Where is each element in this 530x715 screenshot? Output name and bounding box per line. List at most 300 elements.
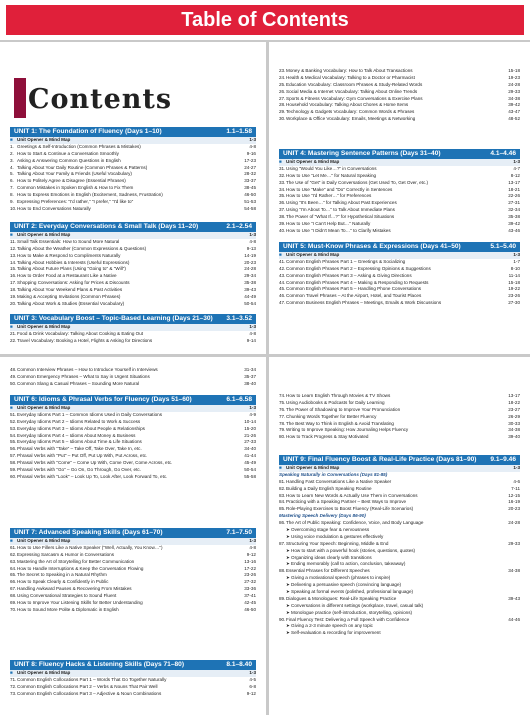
- toc-entry[interactable]: [10, 246, 256, 253]
- toc-entry[interactable]: [279, 173, 520, 180]
- square-bullet-icon: ■: [10, 538, 13, 543]
- entry-number: 4.: [10, 164, 14, 170]
- unit-header[interactable]: [10, 395, 256, 405]
- toc-entry[interactable]: [10, 453, 256, 460]
- unit-7-section: [10, 528, 256, 614]
- toc-entry[interactable]: [10, 474, 256, 481]
- toc-entry[interactable]: [279, 180, 520, 187]
- entry-title: How to Use "I'd Rather…" for Preferences: [286, 193, 372, 199]
- toc-entry[interactable]: [279, 82, 520, 89]
- entry-title: Using Conversational Strategies to Sound Fluent: [17, 593, 117, 599]
- toc-entry[interactable]: [279, 499, 520, 506]
- toc-bullet[interactable]: [279, 575, 520, 582]
- toc-entry[interactable]: [10, 280, 256, 287]
- entry-number: 3.: [10, 157, 14, 163]
- entry-title: Using "It's Been…" for Talking About Past Experiences: [286, 200, 397, 206]
- unit-5-section: [279, 242, 520, 307]
- toc-entry[interactable]: [279, 187, 520, 194]
- entry-number: 59.: [10, 467, 17, 473]
- toc-entry[interactable]: [279, 486, 520, 493]
- toc-entry[interactable]: [10, 593, 256, 600]
- entry-pages: 29-33: [508, 540, 520, 546]
- unit-header[interactable]: [10, 660, 256, 670]
- unit-opener-entry[interactable]: [279, 465, 520, 472]
- toc-list: [10, 538, 256, 614]
- unit-title: UNIT 4: Mastering Sentence Patterns (Days 31–40): [283, 150, 441, 157]
- toc-entry[interactable]: [10, 301, 256, 308]
- toc-entry[interactable]: [279, 89, 520, 96]
- toc-entry[interactable]: [279, 414, 520, 421]
- toc-bullet[interactable]: [279, 527, 520, 534]
- entry-pages: 34-38: [508, 427, 520, 433]
- page-top-left: [0, 42, 266, 354]
- toc-entry[interactable]: [10, 171, 256, 178]
- entry-number: 12.: [10, 245, 17, 251]
- square-bullet-icon: ■: [10, 137, 13, 142]
- entry-title: Unit Opener & Mind Map: [286, 159, 340, 164]
- entry-pages: 16-19: [508, 499, 520, 505]
- arrow-icon: ➤: [286, 554, 290, 560]
- entry-title: Shopping Conversations: Asking for Prices & Discounts: [17, 280, 130, 286]
- toc-entry[interactable]: [279, 116, 520, 123]
- entry-title: Phrasal Verbs with "Put" – Put Off, Put Up With, Put Across, etc.: [17, 453, 148, 459]
- entry-title: Talking About Hobbies & Interests (Useful Expressions): [17, 259, 130, 265]
- toc-entry[interactable]: [10, 566, 256, 573]
- toc-entry[interactable]: [279, 300, 520, 307]
- entry-number: 44.: [279, 279, 286, 285]
- unit-opener-entry[interactable]: [279, 252, 520, 259]
- entry-number: 17.: [10, 280, 17, 286]
- entry-pages: 15-18: [508, 68, 520, 73]
- toc-entry[interactable]: [10, 338, 256, 345]
- entry-pages: 1-3: [249, 324, 256, 329]
- entry-number: 18.: [10, 287, 17, 293]
- entry-pages: 1-3: [513, 252, 520, 257]
- toc-entry[interactable]: [279, 214, 520, 221]
- entry-number: 81.: [279, 478, 286, 484]
- entry-title: Role-Playing Exercises to Boost Fluency (Real-Life Scenarios): [286, 506, 414, 512]
- entry-title: Essential Phrases for Different Speeches: [286, 568, 370, 574]
- entry-title: How to Order Food at a Restaurant Like a Native: [17, 273, 117, 279]
- toc-entry[interactable]: [279, 541, 520, 548]
- toc-bullet[interactable]: [279, 589, 520, 596]
- toc-entry[interactable]: [10, 331, 256, 338]
- entry-title: Common Emergency Phrases – What to Say in Urgent Situations: [17, 373, 150, 379]
- toc-entry[interactable]: [279, 421, 520, 428]
- page-top-right: [269, 42, 530, 354]
- entry-number: 13.: [10, 252, 17, 258]
- unit-opener-entry[interactable]: [10, 670, 256, 677]
- toc-list: [10, 324, 256, 345]
- toc-entry[interactable]: [279, 293, 520, 300]
- entry-number: 27.: [279, 95, 286, 101]
- unit-opener-entry[interactable]: [10, 232, 256, 239]
- toc-entry[interactable]: [10, 677, 256, 684]
- entry-title: Unit Opener & Mind Map: [17, 324, 71, 329]
- entry-title: How to Make & Respond to Compliments Naturally: [17, 252, 121, 258]
- entry-title: Money & Banking Vocabulary: How to Talk About Transactions: [286, 68, 413, 73]
- entry-title: How to Speak Clearly & Confidently in Public: [17, 579, 109, 585]
- unit-title: UNIT 2: Everyday Conversations & Small Talk (Days 11–20): [14, 223, 199, 230]
- entry-title: Giving a 2-3 minute speech on any topic: [291, 623, 373, 629]
- toc-entry[interactable]: [10, 206, 256, 213]
- toc-entry[interactable]: [279, 617, 520, 624]
- entry-title: Everyday Idioms Part 3 – Idioms About People & Relationships: [17, 425, 145, 431]
- unit-opener-entry[interactable]: [10, 137, 256, 144]
- entry-number: 52.: [10, 418, 17, 424]
- entry-number: 77.: [279, 413, 286, 419]
- entry-pages: 20-23: [244, 259, 256, 265]
- toc-bullet[interactable]: [279, 561, 520, 568]
- title-banner: [0, 0, 530, 40]
- entry-pages: 34-38: [508, 95, 520, 101]
- entry-pages: 1-3: [513, 465, 520, 470]
- toc-entry[interactable]: [10, 684, 256, 691]
- entry-title: How to Sound More Polite & Diplomatic in English: [17, 606, 119, 612]
- entry-title: Talking About Your Family & Friends (Useful Vocabulary): [17, 171, 132, 177]
- toc-entry[interactable]: [279, 520, 520, 527]
- toc-entry[interactable]: [10, 607, 256, 614]
- unit-header[interactable]: [279, 455, 520, 465]
- entry-pages: 23-26: [244, 572, 256, 578]
- unit-header[interactable]: [10, 528, 256, 538]
- toc-entry[interactable]: [279, 596, 520, 603]
- toc-entry[interactable]: [279, 109, 520, 116]
- entry-title: Food & Drink Vocabulary: Talking About Cooking & Eating Out: [17, 330, 144, 336]
- unit-opener-entry[interactable]: [10, 405, 256, 412]
- entry-title: Organizing ideas clearly with transitions: [291, 554, 372, 560]
- entry-pages: 29-33: [508, 88, 520, 94]
- entry-number: 64.: [10, 565, 17, 571]
- entry-number: 89.: [279, 595, 286, 601]
- entry-number: 21.: [10, 330, 17, 336]
- toc-entry[interactable]: [10, 600, 256, 607]
- toc-entry[interactable]: [10, 460, 256, 467]
- toc-entry[interactable]: [10, 579, 256, 586]
- entry-pages: 14-19: [244, 252, 256, 258]
- entry-pages: 4-5: [249, 676, 256, 682]
- unit-opener-entry[interactable]: [10, 538, 256, 545]
- entry-title: Writing to Improve Speaking: How Journaling Helps Fluency: [286, 427, 409, 433]
- toc-entry[interactable]: [10, 192, 256, 199]
- toc-entry[interactable]: [10, 266, 256, 273]
- unit-9-section: [279, 455, 520, 637]
- entry-title: Small Talk Essentials: How to Sound More Natural: [17, 238, 120, 244]
- unit-header[interactable]: [279, 149, 520, 159]
- entry-title: Using Audiobooks & Podcasts for Daily Learning: [286, 399, 385, 405]
- banner-title: Table of Contents: [6, 5, 524, 35]
- toc-entry[interactable]: [10, 151, 256, 158]
- entry-title: Common English Phrases Part 4 – Making & Responding to Requests: [286, 279, 429, 285]
- entry-pages: 41-44: [244, 453, 256, 459]
- entry-number: 67.: [10, 586, 17, 592]
- toc-bullet[interactable]: [279, 610, 520, 617]
- entry-title: Unit Opener & Mind Map: [17, 137, 71, 142]
- entry-title: Using voice modulation & gestures effectively: [291, 533, 384, 539]
- toc-entry[interactable]: [279, 434, 520, 441]
- entry-title: Common Travel Phrases – At the Airport, Hotel, and Tourist Places: [286, 293, 422, 299]
- toc-entry[interactable]: [10, 419, 256, 426]
- entry-title: Conversations in different settings (workplace, travel, casual talk): [291, 602, 424, 608]
- entry-title: The Art of Public Speaking: Confidence, Voice, and Body Language: [286, 520, 424, 526]
- square-bullet-icon: ■: [10, 232, 13, 237]
- entry-number: 68.: [10, 593, 17, 599]
- entry-pages: 26-29: [508, 413, 520, 419]
- entry-number: 42.: [279, 265, 286, 271]
- toc-entry[interactable]: [10, 185, 256, 192]
- unit-6-section: [10, 395, 256, 481]
- entry-pages: 1-3: [249, 405, 256, 410]
- toc-entry[interactable]: [10, 239, 256, 246]
- entry-title: Talking About the Weather (Common Expressions & Questions): [17, 245, 147, 251]
- toc-entry[interactable]: [279, 273, 520, 280]
- entry-number: 37.: [279, 207, 286, 213]
- entry-pages: 17-22: [244, 565, 256, 571]
- unit-opener-entry[interactable]: [10, 324, 256, 331]
- entry-number: 20.: [10, 300, 17, 306]
- entry-number: 34.: [279, 186, 286, 192]
- entry-number: 45.: [279, 286, 286, 292]
- unit-header[interactable]: [10, 127, 256, 137]
- toc-entry[interactable]: [10, 691, 256, 698]
- entry-title: Workplace & Office Vocabulary: Emails, Meetings & Networking: [286, 116, 416, 122]
- toc-list: [279, 159, 520, 235]
- entry-number: 90.: [279, 616, 286, 622]
- square-bullet-icon: ■: [279, 159, 282, 164]
- toc-entry[interactable]: [10, 439, 256, 446]
- entry-title: How to Use "Let Me…" for Natural Speaking: [286, 172, 377, 178]
- entry-title: Practicing with a Speaking Partner – Best Ways to Improve: [286, 499, 407, 505]
- toc-entry[interactable]: [10, 433, 256, 440]
- entry-title: Unit Opener & Mind Map: [17, 538, 71, 543]
- entry-pages: 50-54: [244, 300, 256, 306]
- entry-title: Common English Phrases Part 2 – Expressing Opinions & Suggestions: [286, 265, 431, 271]
- entry-pages: 9-12: [246, 690, 256, 696]
- toc-entry[interactable]: [279, 479, 520, 486]
- entry-title: Everyday Idioms Part 1 – Common Idioms Used in Daily Conversations: [17, 411, 163, 417]
- toc-entry[interactable]: [279, 506, 520, 513]
- toc-entry[interactable]: [10, 199, 256, 206]
- entry-title: How to Learn New Words & Actually Use Them in Conversations: [286, 492, 418, 498]
- entry-title: Everyday Idioms Part 2 – Idioms Related to Work & Success: [17, 418, 141, 424]
- unit-8-continued: [279, 393, 520, 441]
- entry-number: 74.: [279, 393, 286, 398]
- square-bullet-icon: ■: [279, 252, 282, 257]
- entry-number: 30.: [279, 116, 286, 122]
- entry-number: 58.: [10, 460, 17, 466]
- entry-pages: 24-28: [244, 266, 256, 272]
- entry-pages: 39-40: [508, 434, 520, 440]
- toc-entry[interactable]: [279, 75, 520, 82]
- toc-entry[interactable]: [279, 493, 520, 500]
- entry-pages: 4-9: [249, 411, 256, 417]
- unit-2-section: [10, 222, 256, 308]
- entry-pages: 30-33: [508, 420, 520, 426]
- entry-title: Common Slang & Casual Phrases – Sounding More Natural: [17, 380, 140, 386]
- entry-number: 16.: [10, 273, 17, 279]
- entry-pages: 43-47: [508, 109, 520, 115]
- toc-entry[interactable]: [279, 166, 520, 173]
- entry-title: Overcoming stage fear & nervousness: [291, 527, 370, 533]
- arrow-icon: ➤: [286, 582, 290, 588]
- toc-entry[interactable]: [10, 446, 256, 453]
- entry-pages: 4-8: [249, 330, 256, 336]
- toc-entry[interactable]: [279, 286, 520, 293]
- entry-number: 31.: [279, 165, 286, 171]
- toc-entry[interactable]: [279, 259, 520, 266]
- toc-bullet[interactable]: [279, 548, 520, 555]
- entry-title: Expressing Preferences: "I'd rather," "I prefer," "I'd like to": [17, 199, 134, 205]
- entry-title: Speaking at formal events (polished, professional language): [291, 589, 414, 595]
- subheading-text: Speaking Naturally in Conversations (Days 81-85): [279, 471, 388, 477]
- entry-title: Giving a motivational speech (phrases to inspire): [291, 575, 391, 581]
- entry-number: 63.: [10, 558, 17, 564]
- entry-pages: 27-30: [508, 300, 520, 306]
- unit-range: 3.1–3.52: [226, 315, 252, 322]
- entry-pages: 23-26: [508, 293, 520, 299]
- entry-number: 54.: [10, 432, 17, 438]
- toc-list: [10, 232, 256, 308]
- entry-number: 82.: [279, 485, 286, 491]
- unit-header[interactable]: [279, 242, 520, 252]
- entry-pages: 39-43: [244, 287, 256, 293]
- entry-pages: 1-3: [513, 159, 520, 164]
- toc-entry[interactable]: [10, 287, 256, 294]
- toc-entry[interactable]: [279, 221, 520, 228]
- toc-bullet[interactable]: [279, 555, 520, 562]
- entry-pages: 1-3: [249, 538, 256, 543]
- toc-entry[interactable]: [10, 260, 256, 267]
- entry-title: How to Learn English Through Movies & TV Shows: [286, 393, 391, 398]
- entry-number: 29.: [279, 109, 286, 115]
- unit-range: 6.1–6.58: [226, 396, 252, 403]
- unit-1-section: [10, 127, 256, 213]
- toc-entry[interactable]: [279, 407, 520, 414]
- entry-number: 24.: [279, 74, 286, 80]
- toc-entry[interactable]: [10, 412, 256, 419]
- toc-entry[interactable]: [10, 367, 256, 374]
- toc-entry[interactable]: [10, 559, 256, 566]
- entry-title: Phrasal Verbs with "Come" – Come Up With, Come Over, Come Across, etc.: [17, 460, 173, 466]
- toc-entry[interactable]: [279, 280, 520, 287]
- entry-number: 72.: [10, 683, 17, 689]
- unit-header[interactable]: [10, 222, 256, 232]
- entry-title: Talking About Work & Studies (Essential Vocabulary): [17, 300, 125, 306]
- toc-entry[interactable]: [279, 266, 520, 273]
- entry-number: 86.: [279, 520, 286, 526]
- entry-pages: 4-8: [249, 143, 256, 149]
- toc-entry[interactable]: [279, 96, 520, 103]
- toc-list: [279, 465, 520, 637]
- toc-bullet[interactable]: [279, 534, 520, 541]
- toc-entry[interactable]: [10, 586, 256, 593]
- toc-bullet[interactable]: [279, 630, 520, 637]
- entry-number: 57.: [10, 453, 17, 459]
- entry-title: Dialogues & Monologues: Real-Life Speaking Practice: [286, 595, 397, 601]
- toc-list: [279, 393, 520, 441]
- entry-number: 25.: [279, 81, 286, 87]
- entry-number: 76.: [279, 406, 286, 412]
- entry-number: 61.: [10, 544, 17, 550]
- entry-pages: 24-28: [508, 81, 520, 87]
- entry-number: 9.: [10, 199, 14, 205]
- entry-title: Handling Fast Conversations Like a Native Speaker: [286, 478, 392, 484]
- toc-bullet[interactable]: [279, 623, 520, 630]
- entry-title: Unit Opener & Mind Map: [286, 465, 340, 470]
- unit-header[interactable]: [10, 314, 256, 324]
- unit-opener-entry[interactable]: [279, 159, 520, 166]
- entry-number: 69.: [10, 600, 17, 606]
- entry-number: 39.: [279, 221, 286, 227]
- entry-pages: 4-8: [249, 544, 256, 550]
- entry-title: How to Use "I Didn't Mean To…" to Clarify Mistakes: [286, 227, 391, 233]
- arrow-icon: ➤: [286, 527, 290, 533]
- entry-pages: 35-38: [244, 280, 256, 286]
- entry-pages: 1-7: [513, 258, 520, 264]
- toc-entry[interactable]: [279, 102, 520, 109]
- toc-entry[interactable]: [10, 273, 256, 280]
- entry-pages: 9-13: [246, 245, 256, 251]
- toc-entry[interactable]: [10, 467, 256, 474]
- toc-bullet[interactable]: [279, 603, 520, 610]
- toc-entry[interactable]: [10, 572, 256, 579]
- subheading-text: Mastering Speech Delivery (Days 86-90): [279, 513, 366, 519]
- toc-entry[interactable]: [10, 426, 256, 433]
- toc-entry[interactable]: [279, 193, 520, 200]
- toc-entry[interactable]: [10, 178, 256, 185]
- entry-title: Delivering a persuasive speech (convincing language): [291, 582, 402, 588]
- entry-pages: 28-32: [244, 171, 256, 177]
- toc-entry[interactable]: [10, 294, 256, 301]
- entry-number: 66.: [10, 579, 17, 585]
- toc-entry[interactable]: [279, 568, 520, 575]
- entry-number: 5.: [10, 171, 14, 177]
- unit-title: UNIT 7: Advanced Speaking Skills (Days 61–70): [14, 529, 163, 536]
- toc-entry[interactable]: [279, 400, 520, 407]
- entry-title: Asking & Answering Common Questions in English: [17, 157, 121, 163]
- entry-number: 15.: [10, 266, 17, 272]
- entry-number: 80.: [279, 434, 286, 440]
- toc-entry[interactable]: [279, 427, 520, 434]
- toc-entry[interactable]: [279, 207, 520, 214]
- entry-pages: 13-17: [508, 393, 520, 398]
- entry-title: The Use of "Get" in Daily Conversations (Get Used To, Get Over, etc.): [286, 179, 429, 185]
- entry-pages: 1-3: [249, 137, 256, 142]
- entry-number: 47.: [279, 300, 286, 306]
- toc-entry[interactable]: [10, 165, 256, 172]
- toc-entry[interactable]: [10, 374, 256, 381]
- toc-entry[interactable]: [279, 393, 520, 400]
- entry-title: Social Media & Internet Vocabulary: Talking About Online Trends: [286, 88, 418, 94]
- entry-pages: 46-50: [244, 192, 256, 198]
- toc-entry[interactable]: [10, 144, 256, 151]
- toc-entry[interactable]: [10, 253, 256, 260]
- entry-number: 40.: [279, 227, 286, 233]
- toc-entry[interactable]: [279, 228, 520, 235]
- toc-entry[interactable]: [10, 552, 256, 559]
- entry-title: Common English Phrases Part 1 – Greetings & Socializing: [286, 258, 406, 264]
- toc-bullet[interactable]: [279, 582, 520, 589]
- toc-entry[interactable]: [279, 200, 520, 207]
- toc-entry[interactable]: [10, 381, 256, 388]
- entry-pages: 45-49: [244, 460, 256, 466]
- entry-title: Unit Opener & Mind Map: [17, 405, 71, 410]
- toc-entry[interactable]: [279, 68, 520, 75]
- toc-entry[interactable]: [10, 545, 256, 552]
- entry-title: Common English Phrases Part 5 – Handling Phone Conversations: [286, 286, 422, 292]
- toc-entry[interactable]: [10, 158, 256, 165]
- entry-pages: 13-16: [244, 558, 256, 564]
